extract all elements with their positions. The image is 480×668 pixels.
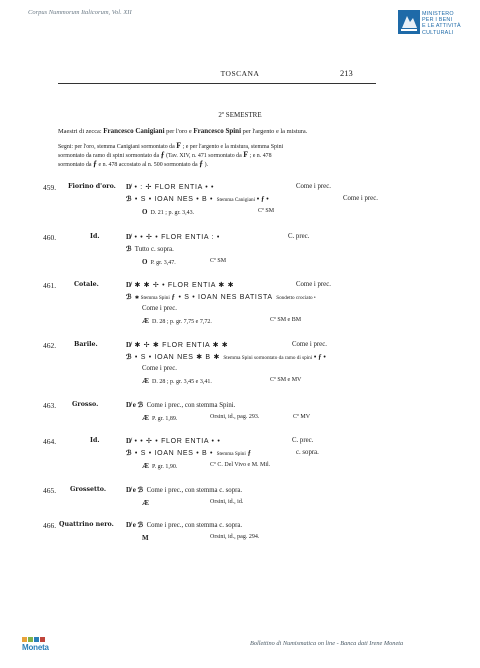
- obverse-note: Come i prec.: [296, 281, 331, 288]
- obverse-line: D̸ ✱ ✱ ✢ • FLOR ENTIA ✱ ✱: [126, 281, 235, 289]
- ministry-emblem-icon: [398, 10, 420, 34]
- entry-number: 460.: [43, 233, 57, 242]
- moneta-logo: [22, 637, 56, 653]
- entry-number: 462.: [43, 341, 57, 350]
- reverse-line: ℬ • S • IOAN NES • B • Stemma Canigiani • ƒ •: [126, 195, 269, 203]
- reverse-note: c. sopra.: [296, 449, 319, 456]
- collection-ref: Cº SM: [258, 208, 275, 214]
- obverse-note: Come i prec.: [292, 341, 327, 348]
- reverse-line: ℬ • S • IOAN NES ✱ B ✱ Stemma Spini sormontato da ramo di spini • ƒ •: [126, 353, 326, 361]
- mint-signs-paragraph: Segni: per l'oro, stemma Canigiani sormontato da F ; e per l'argento e la mistura, stemma Spini sormontato da ramo di spini sormontato da ƒ (Tav. XIV, n. 471 sormontato da F ; e n. 478 sormontato da ƒ e n. 478 accostato al n. 500 sormontato da ƒ ).: [58, 141, 284, 168]
- specimen-line: O D. 21 ; p. gr. 3,43.: [142, 208, 195, 216]
- footer-source: Bollettino di Numismatica on line - Banca dati Irene Moneta: [250, 640, 404, 647]
- obverse-line: D̸ e ℬ Come i prec., con stemma c. sopra.: [126, 521, 243, 529]
- reverse-note: Come i prec.: [343, 195, 378, 202]
- specimen-line: Æ D. 28 ; p. gr. 7,75 e 7,72.: [142, 317, 212, 325]
- entry-number: 461.: [43, 281, 57, 290]
- semester-heading: 2º SEMESTRE: [218, 111, 262, 119]
- ministry-logo: [398, 10, 470, 48]
- bibliography-ref: Orsini, id., id.: [210, 499, 244, 505]
- specimen-line: O P. gr. 3,47.: [142, 258, 176, 266]
- obverse-note: C. prec.: [288, 233, 310, 240]
- reverse-line: ℬ ✱ Stemma Spini ƒ • S • IOAN NES BATISTA Sondetto crociato •: [126, 293, 316, 301]
- collection-ref: Cº SM e MV: [270, 377, 302, 383]
- collection-ref: Cº SM e BM: [270, 317, 302, 323]
- specimen-line: Æ P. gr. 1,90.: [142, 462, 178, 470]
- collection-ref: Cº SM: [210, 258, 227, 264]
- coin-name: Grosso.: [72, 401, 99, 408]
- coin-name: Cotale.: [74, 281, 99, 288]
- ministry-name: MINISTERO PER I BENI E LE ATTIVITÀ CULTURALI: [422, 11, 461, 36]
- collection-ref: Cº MV: [293, 414, 311, 420]
- coin-name: Id.: [90, 233, 100, 240]
- series-title: Corpus Nummorum Italicorum, Vol. XII: [28, 9, 132, 16]
- coin-name: Grossetto.: [70, 486, 107, 493]
- obverse-line: D̸ ✱ ✢ ✱ FLOR ENTIA ✱ ✱: [126, 341, 229, 349]
- obverse-note: Come i prec.: [296, 183, 331, 190]
- collection-ref: Cº C. Del Vivo e M. Mil.: [210, 462, 271, 468]
- coin-name: Fiorino d'oro.: [68, 183, 116, 190]
- specimen-line: Æ P. gr. 1,89.: [142, 414, 178, 422]
- reverse-note: Come i prec.: [142, 365, 177, 372]
- bibliography-ref: Orsini, id., pag. 293.: [210, 414, 260, 420]
- moneta-logo-word: Moneta: [22, 643, 49, 652]
- obverse-line: D̸ e ℬ Come i prec., con stemma Spini.: [126, 401, 236, 409]
- bibliography-ref: Orsini, id., pag. 294.: [210, 534, 260, 540]
- obverse-line: D̸ • • ✢ • FLOR ENTIA : •: [126, 233, 220, 241]
- obverse-note: C. prec.: [292, 437, 314, 444]
- reverse-note: Come i prec.: [142, 305, 177, 312]
- obverse-line: D̸ • : ✢ FLOR ENTIA • •: [126, 183, 215, 191]
- coin-name: Id.: [90, 437, 100, 444]
- reverse-line: ℬ • S • IOAN NES • B • Stemma Spini ƒ: [126, 449, 252, 457]
- coin-name: Barile.: [74, 341, 98, 348]
- entry-number: 464.: [43, 437, 57, 446]
- specimen-line: Æ D. 28 ; p. gr. 3,45 e 3,41.: [142, 377, 212, 385]
- entry-number: 465.: [43, 486, 57, 495]
- entry-number: 459.: [43, 183, 57, 192]
- obverse-line: D̸ • • ✢ • FLOR ENTIA • •: [126, 437, 221, 445]
- specimen-line: M: [142, 534, 149, 542]
- running-title: TOSCANA: [220, 69, 260, 78]
- entry-number: 463.: [43, 401, 57, 410]
- reverse-line: ℬ Tutto c. sopra.: [126, 245, 174, 253]
- entry-number: 466.: [43, 521, 57, 530]
- header-rule: [58, 83, 376, 84]
- obverse-line: D̸ e ℬ Come i prec., con stemma c. sopra.: [126, 486, 243, 494]
- page-number: 213: [340, 68, 353, 78]
- mint-masters-line: Maestri di zecca: Francesco Canigiani per l'oro e Francesco Spini per l'argento e la mistura.: [58, 127, 308, 135]
- specimen-line: Æ: [142, 499, 149, 507]
- coin-name: Quattrino nero.: [59, 521, 114, 528]
